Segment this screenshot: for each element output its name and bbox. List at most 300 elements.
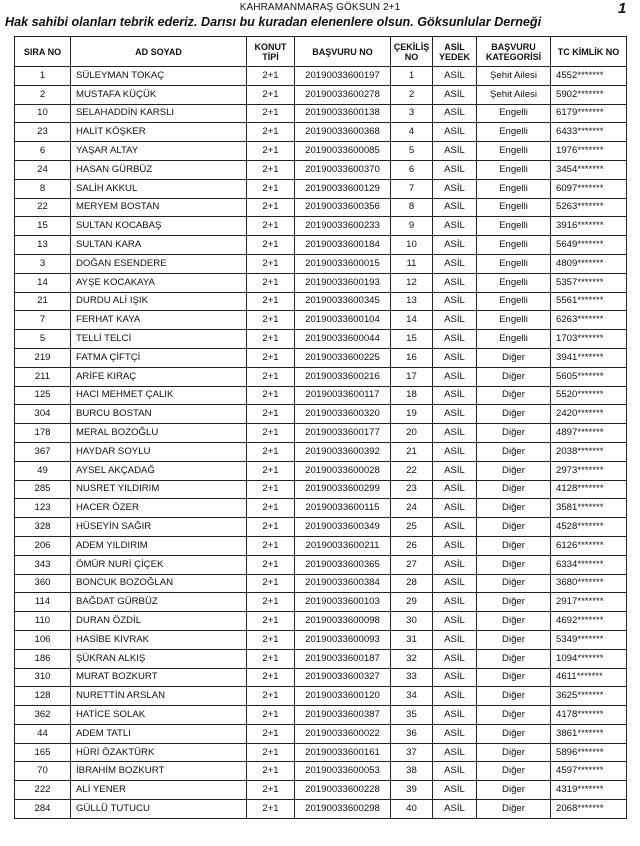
cell-ad-soyad: HACER ÖZER	[71, 499, 247, 518]
cell-sira-no: 49	[15, 461, 71, 480]
cell-konut-tipi: 2+1	[247, 593, 295, 612]
cell-ad-soyad: NUSRET YILDIRIM	[71, 480, 247, 499]
table-row	[15, 123, 627, 142]
cell-konut-tipi: 2+1	[247, 311, 295, 330]
cell-cekilis-no: 21	[391, 442, 433, 461]
cell-sira-no: 22	[15, 198, 71, 217]
cell-ad-soyad: FERHAT KAYA	[71, 311, 247, 330]
cell-asil-yedek: ASİL	[433, 593, 477, 612]
header-cekilis-line1: ÇEKİLİŞ	[393, 41, 430, 52]
cell-basvuru-no: 20190033600349	[295, 518, 391, 537]
cell-cekilis-no: 25	[391, 518, 433, 537]
cell-tc-kimlik-no: 6334*******	[551, 555, 627, 574]
cell-tc-kimlik-no: 5649*******	[551, 236, 627, 255]
table-row	[15, 142, 627, 161]
cell-basvuru-kategorisi: Diğer	[477, 762, 551, 781]
cell-konut-tipi: 2+1	[247, 198, 295, 217]
document-top-title: KAHRAMANMARAŞ GÖKSUN 2+1	[239, 2, 401, 13]
cell-ad-soyad: TELLİ TELCİ	[71, 330, 247, 349]
cell-sira-no: 21	[15, 292, 71, 311]
cell-cekilis-no: 14	[391, 311, 433, 330]
table-row	[15, 706, 627, 725]
table-row	[15, 386, 627, 405]
cell-basvuru-kategorisi: Diğer	[477, 367, 551, 386]
cell-cekilis-no: 10	[391, 236, 433, 255]
cell-asil-yedek: ASİL	[433, 67, 477, 86]
cell-konut-tipi: 2+1	[247, 743, 295, 762]
cell-cekilis-no: 24	[391, 499, 433, 518]
cell-sira-no: 24	[15, 160, 71, 179]
cell-cekilis-no: 15	[391, 330, 433, 349]
cell-sira-no: 1	[15, 67, 71, 86]
table-row	[15, 348, 627, 367]
table-row	[15, 762, 627, 781]
cell-basvuru-kategorisi: Diğer	[477, 706, 551, 725]
header-sira-no: SIRA NO	[15, 37, 71, 67]
cell-ad-soyad: MERYEM BOSTAN	[71, 198, 247, 217]
cell-konut-tipi: 2+1	[247, 536, 295, 555]
cell-basvuru-kategorisi: Engelli	[477, 254, 551, 273]
cell-sira-no: 211	[15, 367, 71, 386]
cell-cekilis-no: 39	[391, 781, 433, 800]
cell-asil-yedek: ASİL	[433, 612, 477, 631]
cell-konut-tipi: 2+1	[247, 706, 295, 725]
cell-sira-no: 10	[15, 104, 71, 123]
table-row	[15, 687, 627, 706]
cell-ad-soyad: SULTAN KOCABAŞ	[71, 217, 247, 236]
cell-basvuru-kategorisi: Diğer	[477, 386, 551, 405]
cell-cekilis-no: 11	[391, 254, 433, 273]
cell-cekilis-no: 35	[391, 706, 433, 725]
cell-asil-yedek: ASİL	[433, 273, 477, 292]
cell-ad-soyad: SULTAN KARA	[71, 236, 247, 255]
cell-tc-kimlik-no: 3941*******	[551, 348, 627, 367]
table-row	[15, 236, 627, 255]
cell-basvuru-no: 20190033600327	[295, 668, 391, 687]
cell-konut-tipi: 2+1	[247, 574, 295, 593]
cell-tc-kimlik-no: 3861*******	[551, 724, 627, 743]
cell-cekilis-no: 4	[391, 123, 433, 142]
cell-konut-tipi: 2+1	[247, 85, 295, 104]
cell-cekilis-no: 32	[391, 649, 433, 668]
cell-basvuru-kategorisi: Diğer	[477, 518, 551, 537]
cell-asil-yedek: ASİL	[433, 461, 477, 480]
cell-basvuru-kategorisi: Engelli	[477, 179, 551, 198]
cell-basvuru-no: 20190033600115	[295, 499, 391, 518]
cell-asil-yedek: ASİL	[433, 706, 477, 725]
cell-tc-kimlik-no: 5263*******	[551, 198, 627, 217]
cell-basvuru-kategorisi: Şehit Ailesi	[477, 67, 551, 86]
cell-basvuru-kategorisi: Diğer	[477, 424, 551, 443]
cell-basvuru-kategorisi: Diğer	[477, 574, 551, 593]
cell-tc-kimlik-no: 5561*******	[551, 292, 627, 311]
cell-asil-yedek: ASİL	[433, 518, 477, 537]
cell-asil-yedek: ASİL	[433, 311, 477, 330]
header-kategori-line1: BAŞVURU	[491, 41, 536, 52]
cell-cekilis-no: 27	[391, 555, 433, 574]
cell-basvuru-kategorisi: Engelli	[477, 273, 551, 292]
cell-sira-no: 165	[15, 743, 71, 762]
lottery-results-table	[14, 36, 627, 819]
cell-sira-no: 284	[15, 800, 71, 819]
cell-sira-no: 5	[15, 330, 71, 349]
cell-konut-tipi: 2+1	[247, 330, 295, 349]
cell-basvuru-no: 20190033600365	[295, 555, 391, 574]
cell-tc-kimlik-no: 3581*******	[551, 499, 627, 518]
cell-basvuru-kategorisi: Engelli	[477, 123, 551, 142]
cell-asil-yedek: ASİL	[433, 217, 477, 236]
cell-asil-yedek: ASİL	[433, 649, 477, 668]
header-konut-tipi	[247, 37, 295, 67]
cell-ad-soyad: ALİ YENER	[71, 781, 247, 800]
cell-asil-yedek: ASİL	[433, 104, 477, 123]
header-konut-tipi-line1: KONUT	[254, 41, 287, 52]
cell-tc-kimlik-no: 5349*******	[551, 630, 627, 649]
cell-cekilis-no: 9	[391, 217, 433, 236]
cell-asil-yedek: ASİL	[433, 536, 477, 555]
cell-cekilis-no: 3	[391, 104, 433, 123]
cell-tc-kimlik-no: 1703*******	[551, 330, 627, 349]
cell-basvuru-no: 20190033600120	[295, 687, 391, 706]
cell-sira-no: 304	[15, 405, 71, 424]
cell-basvuru-no: 20190033600384	[295, 574, 391, 593]
cell-basvuru-no: 20190033600299	[295, 480, 391, 499]
cell-basvuru-kategorisi: Diğer	[477, 630, 551, 649]
cell-cekilis-no: 37	[391, 743, 433, 762]
cell-tc-kimlik-no: 4528*******	[551, 518, 627, 537]
cell-sira-no: 367	[15, 442, 71, 461]
cell-tc-kimlik-no: 4552*******	[551, 67, 627, 86]
cell-cekilis-no: 22	[391, 461, 433, 480]
cell-asil-yedek: ASİL	[433, 424, 477, 443]
cell-tc-kimlik-no: 2068*******	[551, 800, 627, 819]
cell-cekilis-no: 36	[391, 724, 433, 743]
cell-ad-soyad: HATİCE SOLAK	[71, 706, 247, 725]
cell-tc-kimlik-no: 4692*******	[551, 612, 627, 631]
cell-asil-yedek: ASİL	[433, 555, 477, 574]
cell-basvuru-no: 20190033600184	[295, 236, 391, 255]
cell-konut-tipi: 2+1	[247, 254, 295, 273]
cell-asil-yedek: ASİL	[433, 160, 477, 179]
cell-sira-no: 7	[15, 311, 71, 330]
cell-asil-yedek: ASİL	[433, 179, 477, 198]
cell-konut-tipi: 2+1	[247, 179, 295, 198]
cell-basvuru-no: 20190033600193	[295, 273, 391, 292]
table-row	[15, 292, 627, 311]
cell-basvuru-no: 20190033600387	[295, 706, 391, 725]
table-row	[15, 724, 627, 743]
cell-konut-tipi: 2+1	[247, 499, 295, 518]
cell-cekilis-no: 33	[391, 668, 433, 687]
cell-cekilis-no: 19	[391, 405, 433, 424]
cell-sira-no: 70	[15, 762, 71, 781]
cell-konut-tipi: 2+1	[247, 104, 295, 123]
cell-basvuru-no: 20190033600098	[295, 612, 391, 631]
cell-ad-soyad: MUSTAFA KÜÇÜK	[71, 85, 247, 104]
cell-ad-soyad: BONCUK BOZOĞLAN	[71, 574, 247, 593]
cell-basvuru-kategorisi: Engelli	[477, 236, 551, 255]
cell-basvuru-no: 20190033600228	[295, 781, 391, 800]
cell-asil-yedek: ASİL	[433, 236, 477, 255]
cell-cekilis-no: 2	[391, 85, 433, 104]
cell-basvuru-kategorisi: Diğer	[477, 612, 551, 631]
cell-basvuru-kategorisi: Diğer	[477, 348, 551, 367]
table-body	[15, 67, 627, 819]
cell-basvuru-no: 20190033600211	[295, 536, 391, 555]
cell-basvuru-kategorisi: Engelli	[477, 217, 551, 236]
cell-tc-kimlik-no: 5357*******	[551, 273, 627, 292]
page-number: 1	[618, 0, 627, 17]
header-ad-soyad: AD SOYAD	[71, 37, 247, 67]
cell-ad-soyad: İBRAHİM BOZKURT	[71, 762, 247, 781]
cell-cekilis-no: 29	[391, 593, 433, 612]
header-kategori-line2: KATEGORİSİ	[485, 51, 542, 62]
cell-cekilis-no: 17	[391, 367, 433, 386]
cell-konut-tipi: 2+1	[247, 273, 295, 292]
cell-basvuru-no: 20190033600103	[295, 593, 391, 612]
cell-tc-kimlik-no: 1976*******	[551, 142, 627, 161]
cell-basvuru-no: 20190033600356	[295, 198, 391, 217]
cell-asil-yedek: ASİL	[433, 800, 477, 819]
table-row	[15, 424, 627, 443]
cell-basvuru-kategorisi: Diğer	[477, 800, 551, 819]
cell-basvuru-no: 20190033600197	[295, 67, 391, 86]
cell-basvuru-kategorisi: Diğer	[477, 555, 551, 574]
cell-tc-kimlik-no: 5902*******	[551, 85, 627, 104]
cell-tc-kimlik-no: 6263*******	[551, 311, 627, 330]
cell-sira-no: 44	[15, 724, 71, 743]
cell-konut-tipi: 2+1	[247, 367, 295, 386]
cell-cekilis-no: 31	[391, 630, 433, 649]
cell-ad-soyad: AYSEL AKÇADAĞ	[71, 461, 247, 480]
table-row	[15, 104, 627, 123]
cell-basvuru-no: 20190033600187	[295, 649, 391, 668]
table-row	[15, 612, 627, 631]
cell-basvuru-no: 20190033600044	[295, 330, 391, 349]
table-row	[15, 254, 627, 273]
cell-ad-soyad: AYŞE KOCAKAYA	[71, 273, 247, 292]
cell-ad-soyad: ŞÜKRAN ALKIŞ	[71, 649, 247, 668]
cell-ad-soyad: SALİH AKKUL	[71, 179, 247, 198]
cell-asil-yedek: ASİL	[433, 574, 477, 593]
cell-basvuru-kategorisi: Diğer	[477, 442, 551, 461]
cell-ad-soyad: ADEM TATLI	[71, 724, 247, 743]
cell-sira-no: 15	[15, 217, 71, 236]
cell-basvuru-kategorisi: Engelli	[477, 198, 551, 217]
cell-asil-yedek: ASİL	[433, 743, 477, 762]
cell-tc-kimlik-no: 4597*******	[551, 762, 627, 781]
cell-ad-soyad: ÖMÜR NURİ ÇİÇEK	[71, 555, 247, 574]
cell-sira-no: 310	[15, 668, 71, 687]
cell-tc-kimlik-no: 5605*******	[551, 367, 627, 386]
cell-basvuru-no: 20190033600233	[295, 217, 391, 236]
cell-basvuru-kategorisi: Engelli	[477, 330, 551, 349]
cell-basvuru-no: 20190033600392	[295, 442, 391, 461]
cell-cekilis-no: 5	[391, 142, 433, 161]
cell-sira-no: 123	[15, 499, 71, 518]
cell-ad-soyad: DOĞAN ESENDERE	[71, 254, 247, 273]
cell-ad-soyad: BAĞDAT GÜRBÜZ	[71, 593, 247, 612]
cell-ad-soyad: SELAHADDİN KARSLI	[71, 104, 247, 123]
cell-ad-soyad: YAŞAR ALTAY	[71, 142, 247, 161]
cell-tc-kimlik-no: 5520*******	[551, 386, 627, 405]
cell-cekilis-no: 1	[391, 67, 433, 86]
cell-sira-no: 110	[15, 612, 71, 631]
cell-sira-no: 6	[15, 142, 71, 161]
cell-konut-tipi: 2+1	[247, 67, 295, 86]
cell-sira-no: 8	[15, 179, 71, 198]
cell-basvuru-no: 20190033600028	[295, 461, 391, 480]
cell-sira-no: 222	[15, 781, 71, 800]
cell-ad-soyad: HALİT KÖŞKER	[71, 123, 247, 142]
cell-basvuru-kategorisi: Diğer	[477, 593, 551, 612]
cell-basvuru-kategorisi: Engelli	[477, 292, 551, 311]
cell-basvuru-no: 20190033600368	[295, 123, 391, 142]
cell-basvuru-kategorisi: Engelli	[477, 104, 551, 123]
cell-konut-tipi: 2+1	[247, 236, 295, 255]
cell-ad-soyad: HASAN GÜRBÜZ	[71, 160, 247, 179]
cell-konut-tipi: 2+1	[247, 142, 295, 161]
cell-sira-no: 178	[15, 424, 71, 443]
table-row	[15, 518, 627, 537]
cell-basvuru-kategorisi: Engelli	[477, 311, 551, 330]
table-row	[15, 480, 627, 499]
cell-sira-no: 219	[15, 348, 71, 367]
cell-basvuru-no: 20190033600138	[295, 104, 391, 123]
cell-konut-tipi: 2+1	[247, 442, 295, 461]
cell-sira-no: 23	[15, 123, 71, 142]
table-row	[15, 217, 627, 236]
cell-konut-tipi: 2+1	[247, 424, 295, 443]
cell-cekilis-no: 20	[391, 424, 433, 443]
cell-tc-kimlik-no: 5896*******	[551, 743, 627, 762]
cell-tc-kimlik-no: 2420*******	[551, 405, 627, 424]
header-cekilis-line2: NO	[404, 51, 419, 62]
table-row	[15, 405, 627, 424]
cell-basvuru-kategorisi: Engelli	[477, 160, 551, 179]
cell-tc-kimlik-no: 6433*******	[551, 123, 627, 142]
cell-basvuru-no: 20190033600093	[295, 630, 391, 649]
cell-cekilis-no: 40	[391, 800, 433, 819]
cell-basvuru-no: 20190033600225	[295, 348, 391, 367]
table-row	[15, 499, 627, 518]
table-row	[15, 160, 627, 179]
cell-sira-no: 114	[15, 593, 71, 612]
table-row	[15, 649, 627, 668]
cell-basvuru-no: 20190033600216	[295, 367, 391, 386]
cell-cekilis-no: 12	[391, 273, 433, 292]
cell-tc-kimlik-no: 4128*******	[551, 480, 627, 499]
header-basvuru-kategorisi	[477, 37, 551, 67]
cell-tc-kimlik-no: 1094*******	[551, 649, 627, 668]
cell-konut-tipi: 2+1	[247, 724, 295, 743]
cell-ad-soyad: HACI MEHMET ÇALIK	[71, 386, 247, 405]
cell-basvuru-kategorisi: Diğer	[477, 480, 551, 499]
cell-tc-kimlik-no: 4809*******	[551, 254, 627, 273]
cell-ad-soyad: MERAL BOZOĞLU	[71, 424, 247, 443]
cell-ad-soyad: MURAT BOZKURT	[71, 668, 247, 687]
cell-asil-yedek: ASİL	[433, 405, 477, 424]
cell-konut-tipi: 2+1	[247, 217, 295, 236]
cell-konut-tipi: 2+1	[247, 612, 295, 631]
cell-tc-kimlik-no: 4319*******	[551, 781, 627, 800]
cell-asil-yedek: ASİL	[433, 724, 477, 743]
header-asil-line1: ASİL	[444, 41, 465, 52]
cell-asil-yedek: ASİL	[433, 630, 477, 649]
header-basvuru-no: BAŞVURU NO	[295, 37, 391, 67]
cell-basvuru-no: 20190033600015	[295, 254, 391, 273]
table-row	[15, 179, 627, 198]
cell-sira-no: 362	[15, 706, 71, 725]
cell-ad-soyad: HÜRİ ÖZAKTÜRK	[71, 743, 247, 762]
cell-konut-tipi: 2+1	[247, 781, 295, 800]
cell-sira-no: 285	[15, 480, 71, 499]
cell-asil-yedek: ASİL	[433, 442, 477, 461]
cell-tc-kimlik-no: 4178*******	[551, 706, 627, 725]
cell-asil-yedek: ASİL	[433, 386, 477, 405]
cell-asil-yedek: ASİL	[433, 781, 477, 800]
cell-asil-yedek: ASİL	[433, 480, 477, 499]
cell-konut-tipi: 2+1	[247, 405, 295, 424]
cell-basvuru-kategorisi: Şehit Ailesi	[477, 85, 551, 104]
cell-tc-kimlik-no: 6097*******	[551, 179, 627, 198]
cell-asil-yedek: ASİL	[433, 123, 477, 142]
cell-sira-no: 3	[15, 254, 71, 273]
cell-tc-kimlik-no: 3680*******	[551, 574, 627, 593]
cell-ad-soyad: HAYDAR SOYLU	[71, 442, 247, 461]
cell-ad-soyad: ADEM YILDIRIM	[71, 536, 247, 555]
cell-sira-no: 206	[15, 536, 71, 555]
cell-konut-tipi: 2+1	[247, 762, 295, 781]
cell-basvuru-kategorisi: Diğer	[477, 405, 551, 424]
cell-asil-yedek: ASİL	[433, 762, 477, 781]
cell-basvuru-kategorisi: Diğer	[477, 668, 551, 687]
cell-basvuru-kategorisi: Diğer	[477, 499, 551, 518]
table-row	[15, 273, 627, 292]
table-row	[15, 630, 627, 649]
cell-konut-tipi: 2+1	[247, 687, 295, 706]
cell-tc-kimlik-no: 3916*******	[551, 217, 627, 236]
table-row	[15, 800, 627, 819]
cell-asil-yedek: ASİL	[433, 348, 477, 367]
table-row	[15, 593, 627, 612]
cell-cekilis-no: 7	[391, 179, 433, 198]
cell-konut-tipi: 2+1	[247, 800, 295, 819]
cell-asil-yedek: ASİL	[433, 198, 477, 217]
cell-asil-yedek: ASİL	[433, 254, 477, 273]
cell-ad-soyad: HASİBE KIVRAK	[71, 630, 247, 649]
cell-cekilis-no: 13	[391, 292, 433, 311]
document-subtitle: Hak sahibi olanları tebrik ederiz. Darısı bu kuradan elenenlere olsun. Göksunlular Derneği	[5, 15, 542, 29]
cell-cekilis-no: 8	[391, 198, 433, 217]
table-header-row	[15, 37, 627, 67]
table-row	[15, 536, 627, 555]
cell-cekilis-no: 30	[391, 612, 433, 631]
cell-asil-yedek: ASİL	[433, 85, 477, 104]
cell-basvuru-kategorisi: Diğer	[477, 781, 551, 800]
cell-ad-soyad: DURDU ALİ IŞIK	[71, 292, 247, 311]
cell-cekilis-no: 16	[391, 348, 433, 367]
cell-sira-no: 343	[15, 555, 71, 574]
cell-ad-soyad: FATMA ÇİFTÇİ	[71, 348, 247, 367]
cell-konut-tipi: 2+1	[247, 123, 295, 142]
cell-basvuru-no: 20190033600129	[295, 179, 391, 198]
cell-konut-tipi: 2+1	[247, 348, 295, 367]
cell-ad-soyad: DURAN ÖZDİL	[71, 612, 247, 631]
cell-cekilis-no: 34	[391, 687, 433, 706]
cell-basvuru-no: 20190033600104	[295, 311, 391, 330]
table-row	[15, 311, 627, 330]
